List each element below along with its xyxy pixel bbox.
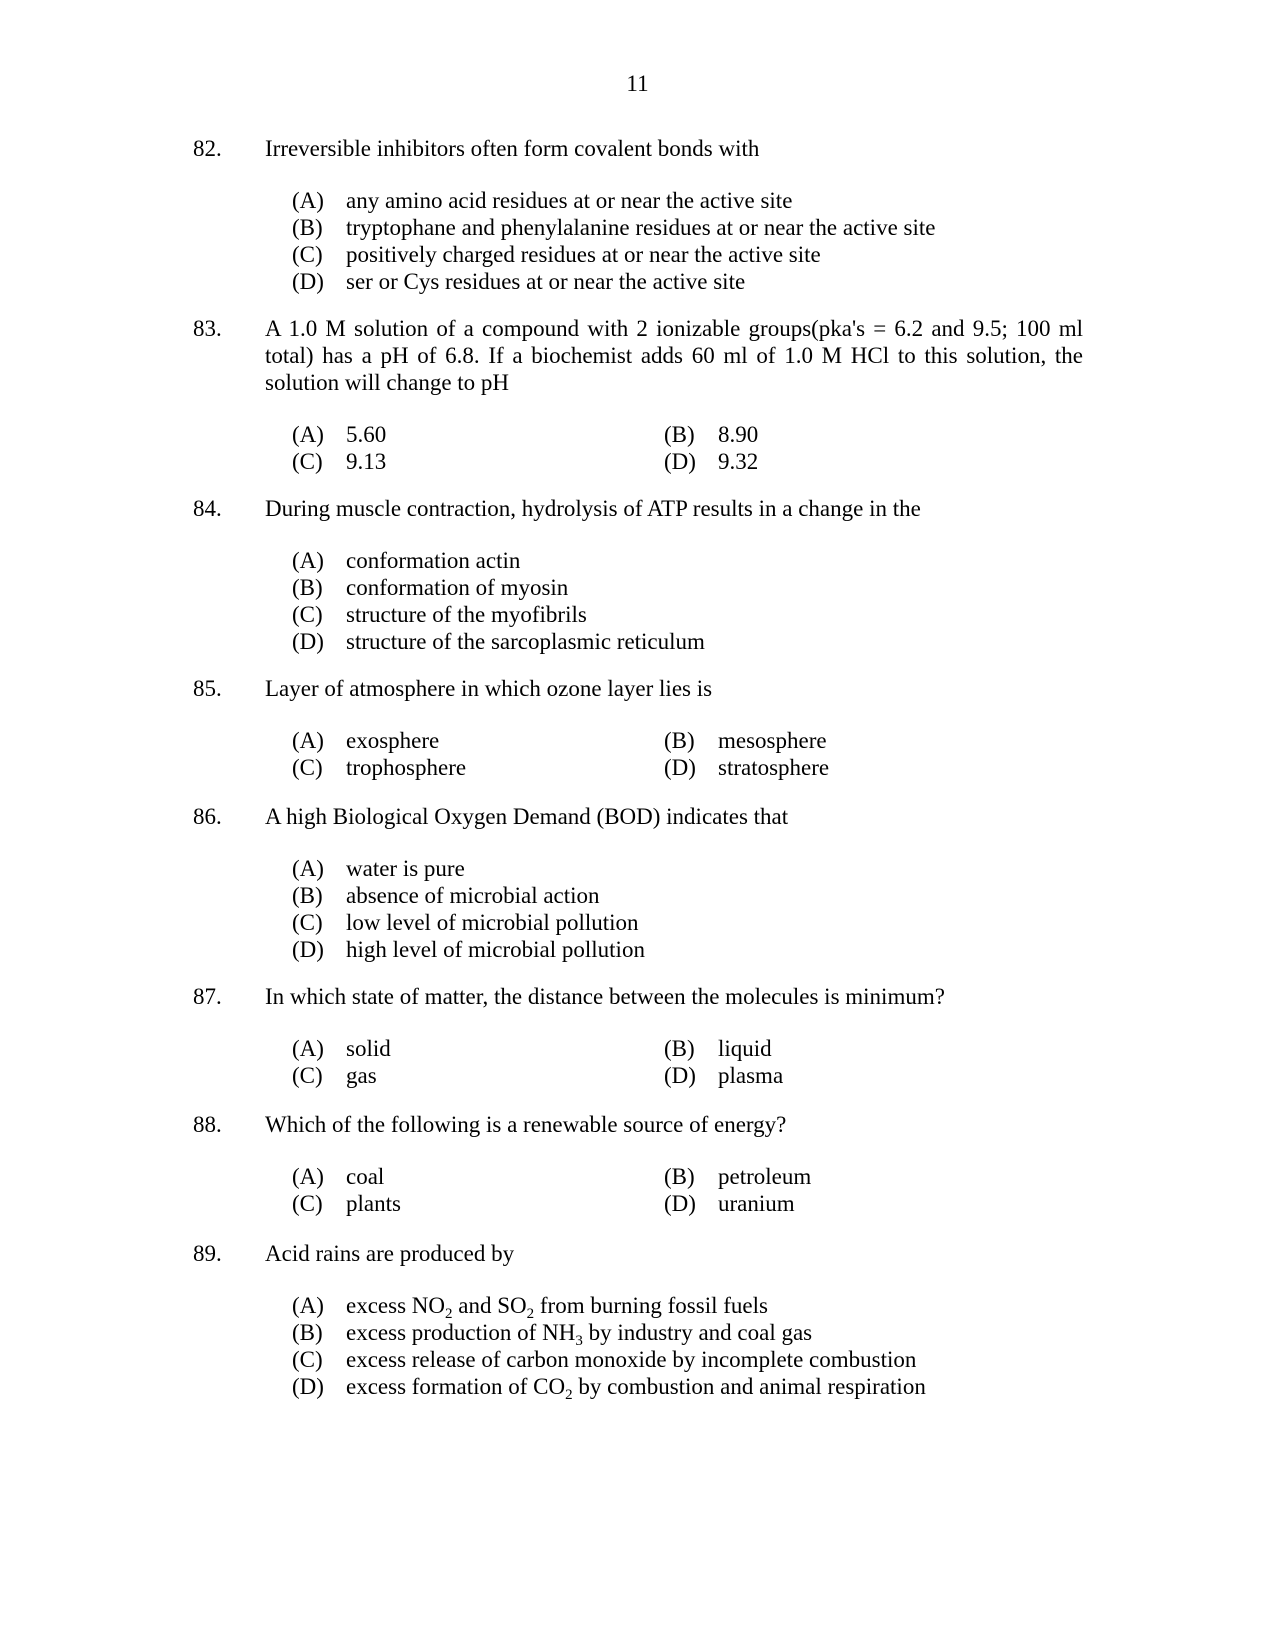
option-label: (C) <box>292 242 323 267</box>
question-82 <box>193 135 1083 295</box>
question-number: 84. <box>193 496 222 521</box>
subscript: 2 <box>445 1306 453 1322</box>
question-number: 87. <box>193 984 222 1009</box>
option-label: (C) <box>292 449 323 474</box>
question-number: 89. <box>193 1241 222 1266</box>
question-number: 83. <box>193 316 222 341</box>
option-text: uranium <box>718 1191 795 1216</box>
question-number: 86. <box>193 804 222 829</box>
options-list <box>292 547 1083 655</box>
option-label: (D) <box>664 1063 696 1088</box>
option-text: excess release of carbon monoxide by incomplete combustion <box>346 1347 917 1372</box>
option-b <box>292 1319 1083 1349</box>
option-d <box>292 268 1083 295</box>
option-a <box>292 187 1083 214</box>
options-list <box>292 1292 1083 1403</box>
option-a <box>292 547 1083 574</box>
option-b <box>292 882 1083 909</box>
option-text: mesosphere <box>718 728 827 753</box>
option-text: stratosphere <box>718 755 830 780</box>
option-text: 8.90 <box>718 422 759 447</box>
subscript: 3 <box>575 1333 583 1349</box>
option-text: any amino acid residues at or near the active site <box>346 188 793 213</box>
option-text: excess production of $NH_3$ by industry and coal gas <box>346 1320 813 1349</box>
option-text: tryptophane and phenylalanine residues at or near the active site <box>346 215 936 240</box>
question-text: Which of the following is a renewable source of energy? <box>265 1112 787 1137</box>
option-d <box>292 936 1083 963</box>
option-text: 9.13 <box>346 449 387 474</box>
option-text: plasma <box>718 1063 784 1088</box>
option-d <box>292 1373 1083 1403</box>
option-label: (C) <box>292 910 323 935</box>
option-label: (A) <box>292 1036 324 1061</box>
options-grid <box>292 421 1083 475</box>
option-label: (D) <box>664 1191 696 1216</box>
question-text: In which state of matter, the distance between the molecules is minimum? <box>265 984 945 1009</box>
option-text: conformation of myosin <box>346 575 569 600</box>
option-label: (B) <box>292 215 323 240</box>
option-label: (B) <box>664 1036 695 1061</box>
option-text: solid <box>346 1036 391 1061</box>
question-89 <box>193 1240 1083 1403</box>
question-86 <box>193 803 1083 963</box>
option-label: (C) <box>292 602 323 627</box>
option-text: exosphere <box>346 728 440 753</box>
option-text: 5.60 <box>346 422 387 447</box>
option-text: excess formation of $CO_2$ by combustion and animal respiration <box>346 1374 926 1403</box>
option-text: positively charged residues at or near the active site <box>346 242 821 267</box>
option-label: (D) <box>292 1374 324 1399</box>
option-text: coal <box>346 1164 385 1189</box>
option-label: (D) <box>292 629 324 654</box>
option-label: (D) <box>292 269 324 294</box>
option-c <box>292 241 1083 268</box>
option-text: conformation actin <box>346 548 521 573</box>
option-text: gas <box>346 1063 377 1088</box>
question-number: 85. <box>193 676 222 701</box>
option-text: high level of microbial pollution <box>346 937 645 962</box>
question-83 <box>193 315 1083 475</box>
option-label: (B) <box>292 575 323 600</box>
option-text: petroleum <box>718 1164 812 1189</box>
question-85 <box>193 675 1083 781</box>
option-label: (B) <box>664 1164 695 1189</box>
option-text: structure of the myofibrils <box>346 602 587 627</box>
option-label: (D) <box>292 937 324 962</box>
option-label: (C) <box>292 1063 323 1088</box>
option-text: trophosphere <box>346 755 467 780</box>
question-87 <box>193 983 1083 1089</box>
option-a <box>292 855 1083 882</box>
option-label: (D) <box>664 449 696 474</box>
option-a <box>292 1292 1083 1322</box>
question-text: A 1.0 M solution of a compound with 2 ionizable groups(pka's = 6.2 and 9.5; 100 ml total) has a pH of 6.8. If a biochemist adds 60 ml of 1.0 M HCl to this solution, the solution will change to pH <box>265 316 1083 395</box>
option-b <box>292 574 1083 601</box>
option-label: (A) <box>292 422 324 447</box>
options-grid <box>292 1163 1083 1217</box>
option-text: excess $NO_2$ and $SO_2$ from burning fossil fuels <box>346 1293 768 1322</box>
question-text: During muscle contraction, hydrolysis of ATP results in a change in the <box>265 496 921 521</box>
option-label: (A) <box>292 856 324 881</box>
option-text: absence of microbial action <box>346 883 600 908</box>
option-text: structure of the sarcoplasmic reticulum <box>346 629 705 654</box>
option-label: (B) <box>292 1320 323 1345</box>
option-label: (C) <box>292 755 323 780</box>
option-c <box>292 909 1083 936</box>
option-text: water is pure <box>346 856 465 881</box>
option-label: (C) <box>292 1347 323 1372</box>
question-text: Layer of atmosphere in which ozone layer lies is <box>265 676 713 701</box>
question-number: 82. <box>193 136 222 161</box>
question-text: Irreversible inhibitors often form covalent bonds with <box>265 136 760 161</box>
page-number: 11 <box>626 71 649 96</box>
options-grid <box>292 727 1083 781</box>
option-label: (B) <box>292 883 323 908</box>
options-list <box>292 855 1083 963</box>
option-label: (A) <box>292 1293 324 1318</box>
option-text: liquid <box>718 1036 772 1061</box>
option-label: (B) <box>664 728 695 753</box>
option-label: (A) <box>292 548 324 573</box>
option-d <box>292 628 1083 655</box>
option-label: (C) <box>292 1191 323 1216</box>
subscript: 2 <box>526 1306 535 1322</box>
option-b <box>292 214 1083 241</box>
option-text: ser or Cys residues at or near the active site <box>346 269 746 294</box>
option-text: low level of microbial pollution <box>346 910 639 935</box>
subscript: 2 <box>565 1387 573 1403</box>
option-c <box>292 1346 1083 1373</box>
question-text: A high Biological Oxygen Demand (BOD) indicates that <box>265 804 789 829</box>
option-label: (A) <box>292 728 324 753</box>
option-label: (A) <box>292 188 324 213</box>
options-list <box>292 187 1083 295</box>
question-84 <box>193 495 1083 655</box>
question-number: 88. <box>193 1112 222 1137</box>
question-text: Acid rains are produced by <box>265 1241 515 1266</box>
option-label: (B) <box>664 422 695 447</box>
question-88 <box>193 1111 1083 1217</box>
option-c <box>292 601 1083 628</box>
option-label: (A) <box>292 1164 324 1189</box>
option-text: plants <box>346 1191 401 1216</box>
options-grid <box>292 1035 1083 1089</box>
option-text: 9.32 <box>718 449 759 474</box>
option-label: (D) <box>664 755 696 780</box>
